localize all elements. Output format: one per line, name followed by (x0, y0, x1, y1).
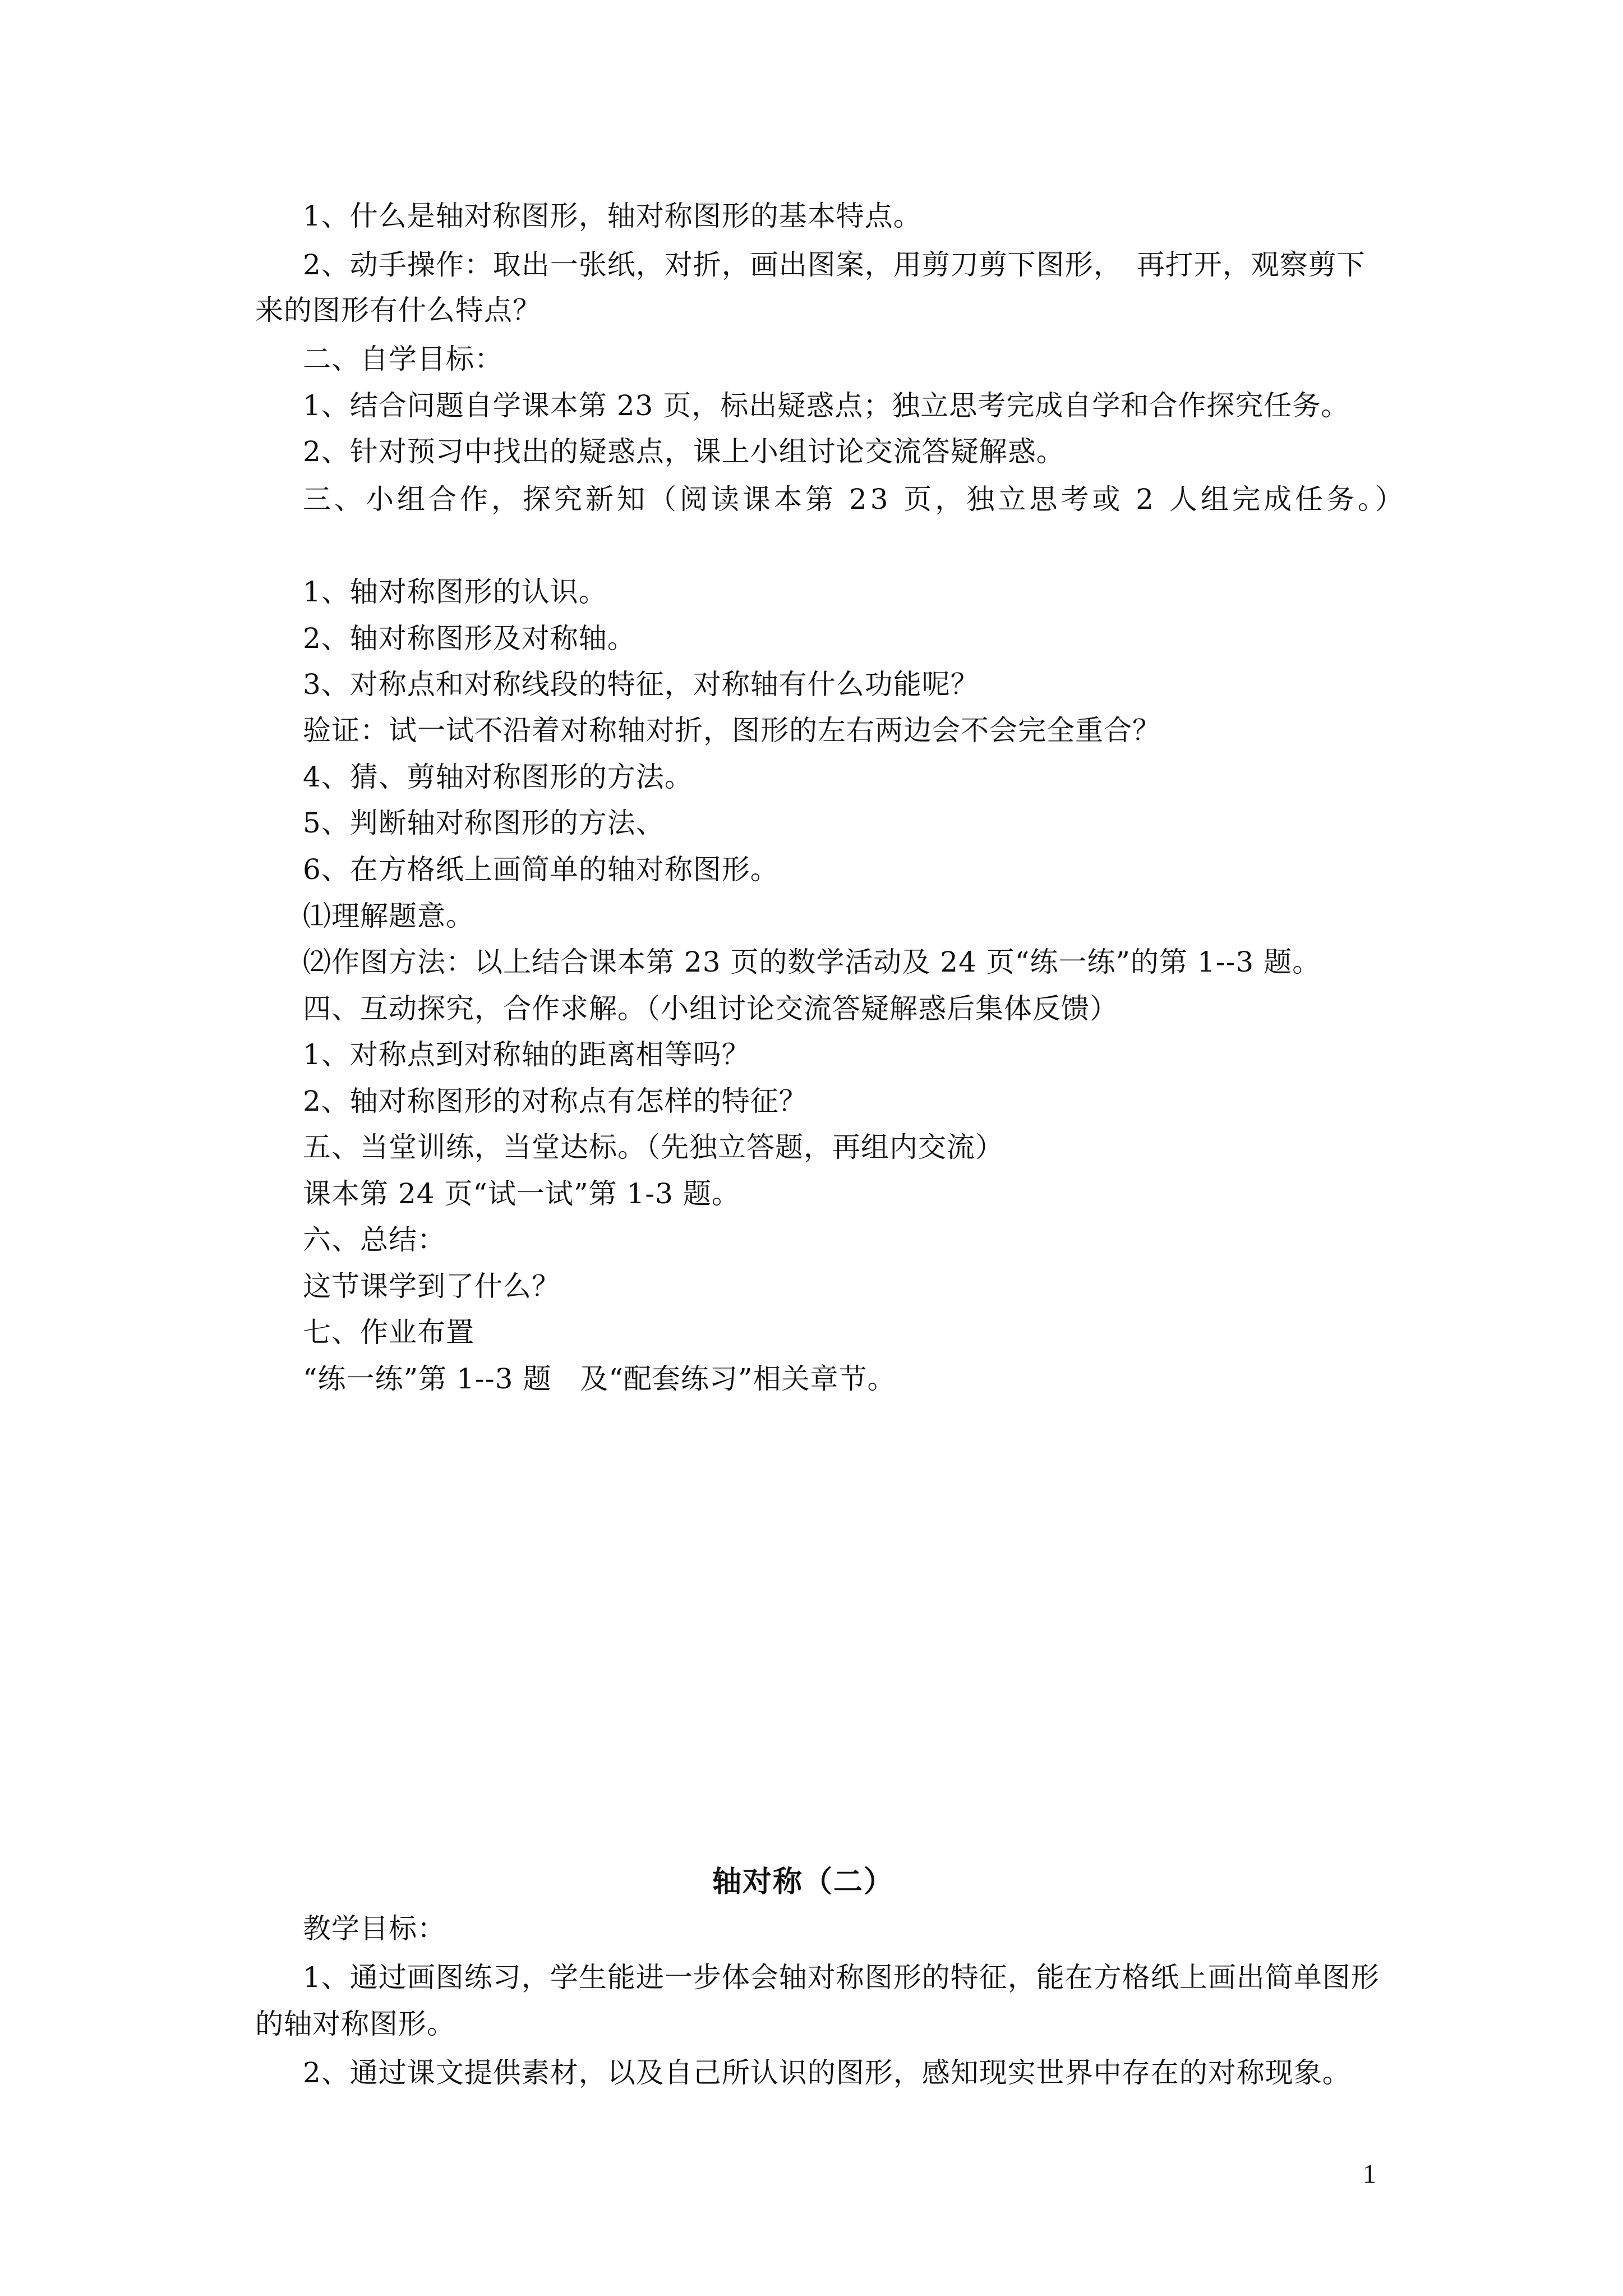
text-line: 6、在方格纸上画简单的轴对称图形。 (303, 853, 779, 886)
text-line: 2、通过课文提供素材，以及自己所认识的图形，感知现实世界中存在的对称现象。 (303, 2056, 1351, 2089)
section-heading: 六、总结： (303, 1223, 446, 1256)
text-line: 2、针对预习中找出的疑惑点，课上小组讨论交流答疑解惑。 (303, 435, 1065, 468)
text-line: 课本第 24 页“试一试”第 1-3 题。 (303, 1177, 740, 1210)
text-line: ⑵作图方法：以上结合课本第 23 页的数学活动及 24 页“练一练”的第 1--3 题。 (303, 946, 1321, 978)
text-line: 1、结合问题自学课本第 23 页，标出疑惑点；独立思考完成自学和合作探究任务。 (303, 389, 1350, 422)
text-line: ⑴理解题意。 (303, 900, 474, 932)
text-line: 这节课学到了什么？ (303, 1270, 560, 1303)
text-line: “练一练”第 1--3 题 及“配套练习”相关章节。 (303, 1363, 896, 1395)
text-line: 验证：试一试不沿着对称轴对折，图形的左右两边会不会完全重合？ (303, 714, 1161, 747)
section-heading: 教学目标： (303, 1912, 446, 1945)
text-line: 的轴对称图形。 (255, 2008, 455, 2040)
section-heading: 四、互动探究，合作求解。（小组讨论交流答疑解惑后集体反馈） (303, 992, 1118, 1025)
text-line: 3、对称点和对称线段的特征，对称轴有什么功能呢？ (303, 668, 979, 701)
section-heading: 五、当堂训练，当堂达标。（先独立答题，再组内交流） (303, 1131, 1004, 1163)
text-line: 2、动手操作：取出一张纸，对折，画出图案，用剪刀剪下图形， 再打开，观察剪下 (303, 249, 1366, 281)
text-line: 5、判断轴对称图形的方法、 (303, 807, 665, 839)
section-title: 轴对称（二） (712, 1865, 895, 1899)
text-line: 2、轴对称图形的对称点有怎样的特征？ (303, 1085, 808, 1117)
text-line: 1、通过画图练习，学生能进一步体会轴对称图形的特征，能在方格纸上画出简单图形 (303, 1961, 1380, 1994)
section-heading: 三、小组合作，探究新知（阅读课本第 23 页，独立思考或 2 人组完成任务。） (303, 483, 1407, 516)
section-heading: 七、作业布置 (303, 1316, 474, 1349)
text-line: 1、轴对称图形的认识。 (303, 576, 607, 608)
section-heading: 二、自学目标： (303, 343, 503, 375)
text-line: 1、对称点到对称轴的距离相等吗？ (303, 1038, 750, 1071)
text-line: 2、轴对称图形及对称轴。 (303, 622, 636, 655)
text-line: 来的图形有什么特点？ (255, 294, 541, 326)
text-line: 4、猜、剪轴对称图形的方法。 (303, 761, 693, 793)
page-number: 1 (1363, 2159, 1376, 2189)
text-line: 1、什么是轴对称图形，轴对称图形的基本特点。 (303, 200, 922, 232)
